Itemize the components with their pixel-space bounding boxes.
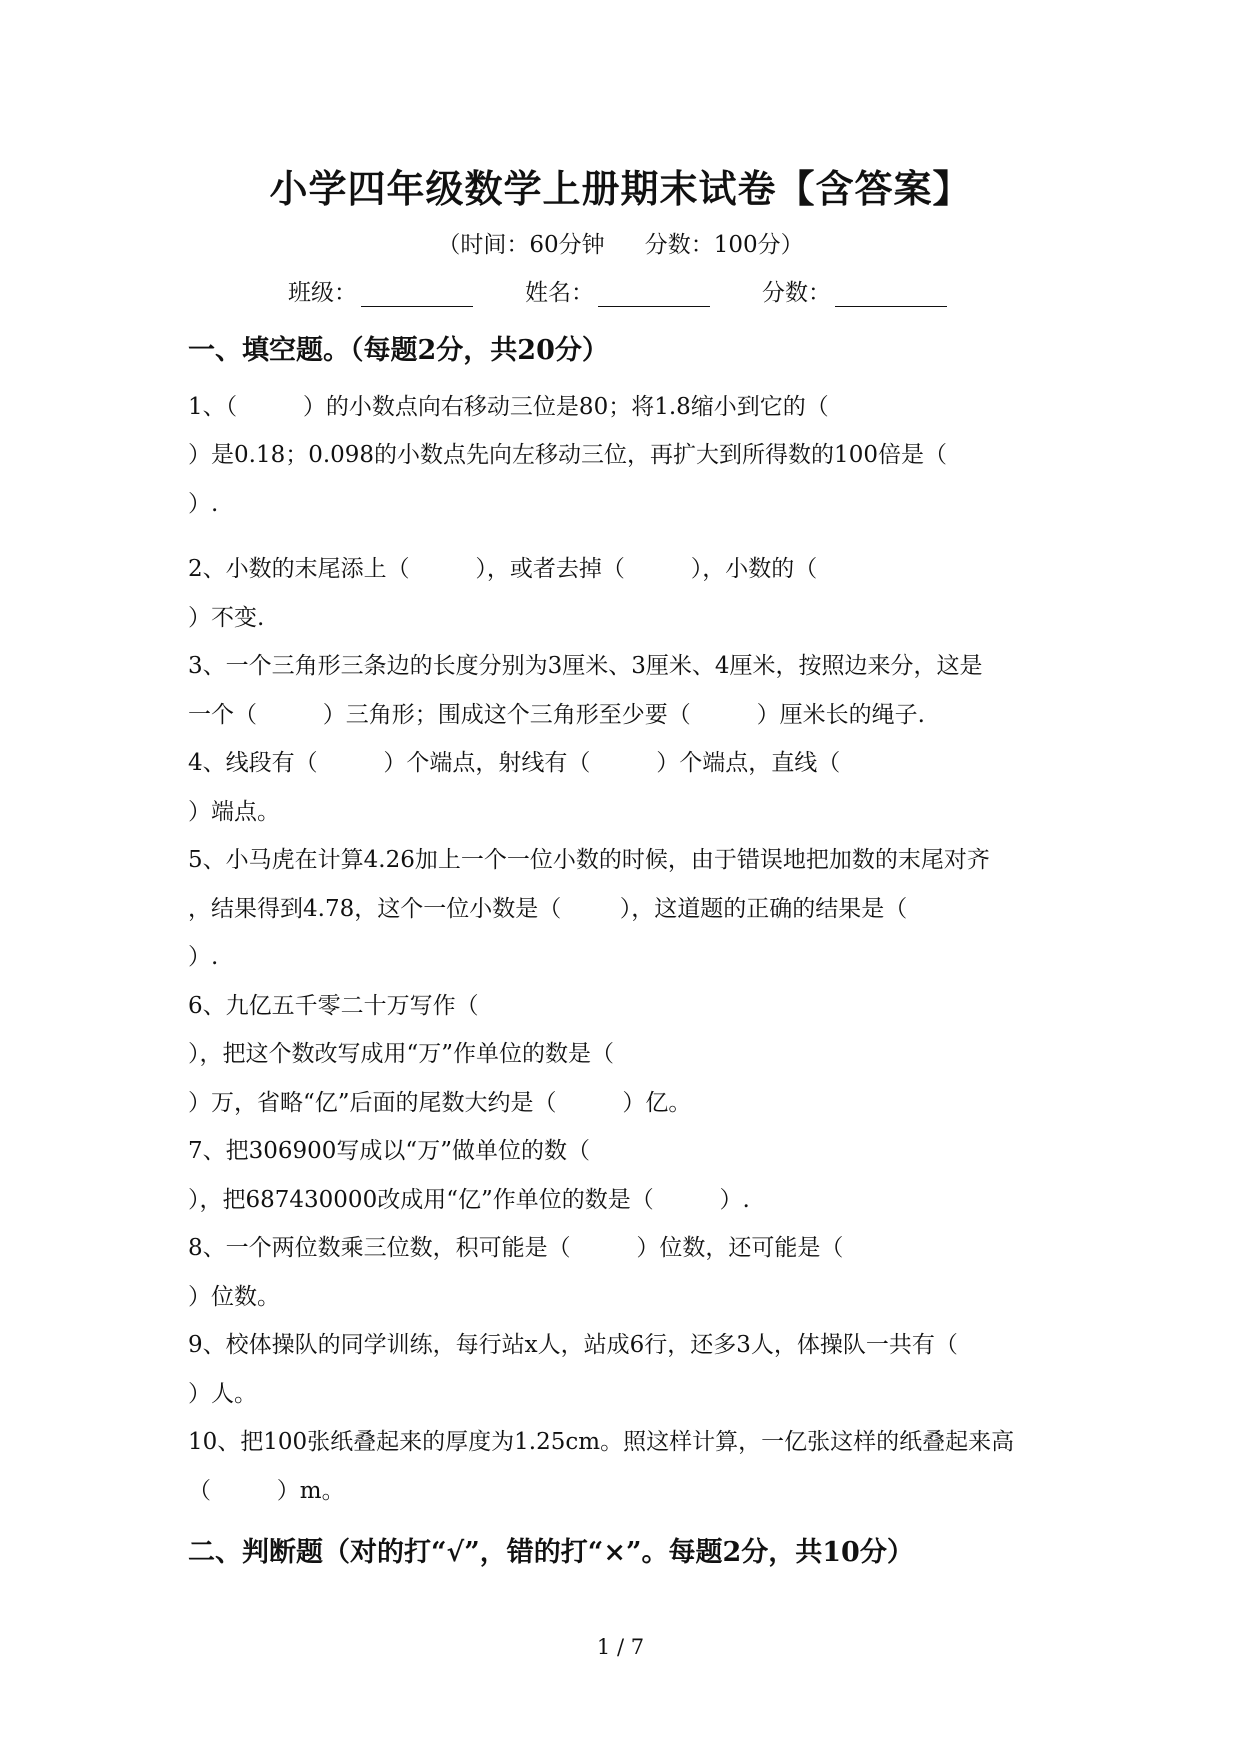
name-field[interactable] [525,274,710,307]
section-heading-fill-in: 一、填空题。（每题2分，共20分） [188,335,609,366]
question-line: ），把687430000改成用“亿”作单位的数是（ ）. [188,1187,750,1213]
question-line: 9、校体操队的同学训练，每行站x人，站成6行，还多3人，体操队一共有（ [188,1332,958,1358]
question-line: 6、九亿五千零二十万写作（ [188,993,479,1019]
question-line: ）人。 [188,1381,257,1407]
exam-time: （时间：60分钟 [437,232,605,258]
class-label: 班级： [288,280,357,306]
name-label: 姓名： [525,280,594,306]
score-field[interactable] [762,274,947,307]
question-line: ）端点。 [188,799,280,825]
question-line: ）. [188,491,219,517]
question-line: 2、小数的末尾添上（ ），或者去掉（ ），小数的（ [188,556,818,582]
question-line: ）万，省略“亿”后面的尾数大约是（ ）亿。 [188,1090,692,1116]
question-line: ）位数。 [188,1284,280,1310]
question-line: 7、把306900写成以“万”做单位的数（ [188,1138,590,1164]
question-line: ）是0.18；0.098的小数点先向左移动三位，再扩大到所得数的100倍是（ [188,442,947,468]
score-blank[interactable] [835,284,947,307]
page-title: 小学四年级数学上册期末试卷【含答案】 [269,166,972,211]
exam-total-score: 分数：100分） [644,232,804,258]
question-line: ），把这个数改写成用“万”作单位的数是（ [188,1041,615,1067]
class-field[interactable] [288,274,473,307]
question-line: （ ）m。 [188,1478,345,1504]
question-line: ，结果得到4.78，这个一位小数是（ ），这道题的正确的结果是（ [188,896,908,922]
question-line: 3、一个三角形三条边的长度分别为3厘米、3厘米、4厘米，按照边来分，这是 [188,653,983,679]
question-line: 5、小马虎在计算4.26加上一个一位小数的时候，由于错误地把加数的末尾对齐 [188,847,990,873]
question-line: 4、线段有（ ）个端点，射线有（ ）个端点，直线（ [188,750,841,776]
question-line: ）不变. [188,605,265,631]
page-number: 1 / 7 [596,1635,645,1659]
question-line: 8、一个两位数乘三位数，积可能是（ ）位数，还可能是（ [188,1235,844,1261]
question-line: 一个（ ）三角形；围成这个三角形至少要（ ）厘米长的绳子. [188,702,925,728]
question-line: 1、（ ）的小数点向右移动三位是80；将1.8缩小到它的（ [188,394,829,420]
section-heading-true-false: 二、判断题（对的打“√”，错的打“×”。每题2分，共10分） [188,1537,914,1568]
question-line: ）. [188,944,219,970]
score-label: 分数： [762,280,831,306]
class-blank[interactable] [361,284,473,307]
question-line: 10、把100张纸叠起来的厚度为1.25cm。照这样计算，一亿张这样的纸叠起来高 [188,1429,1015,1455]
name-blank[interactable] [598,284,710,307]
exam-meta [0,226,1241,259]
